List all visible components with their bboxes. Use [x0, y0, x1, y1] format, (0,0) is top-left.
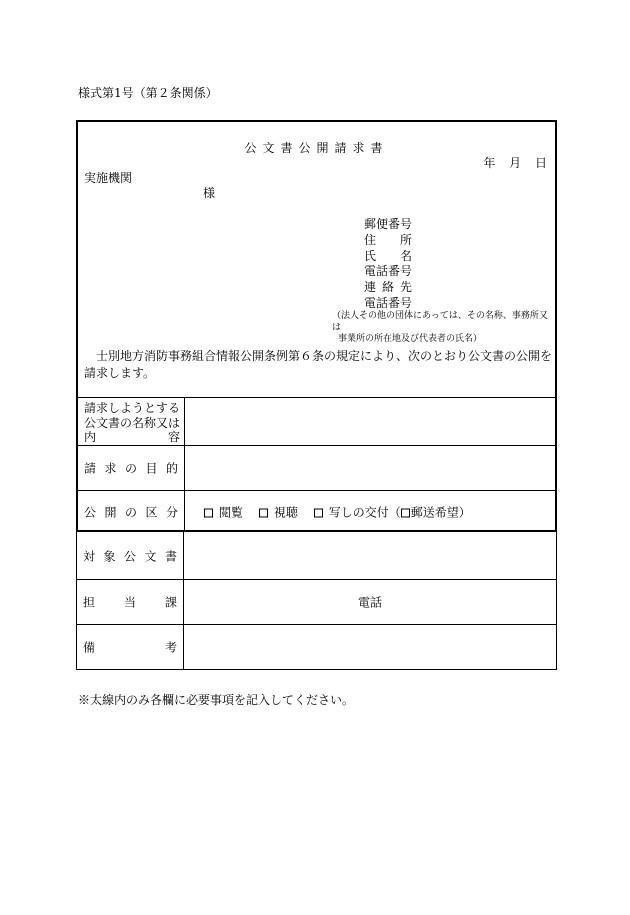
applicant-corporate-note: （法人その他の団体にあっては、その名称、事務所又は 事業所の所在地及び代表者の氏名） [332, 311, 548, 344]
form-number: 様式第1号（第２条関係） [78, 86, 218, 100]
applicant-postal-code-label[interactable]: 郵便番号 [364, 217, 413, 231]
row-request-purpose [78, 445, 555, 490]
target-document-input[interactable] [184, 532, 556, 579]
request-statement: 士別地方消防事務組合情報公開条例第６条の規定により、次のとおり公文書の公開を請求します。 [84, 349, 553, 380]
request-purpose-input[interactable] [185, 446, 555, 490]
option-copy-delivery[interactable]: 写しの交付（ 郵送希望） [314, 503, 471, 520]
document-content-input[interactable] [185, 398, 555, 445]
target-document-label: 対象公文書 [77, 532, 184, 579]
applicant-contact-label[interactable]: 連絡先 [364, 280, 412, 295]
option-audiovisual[interactable]: 視聴 [259, 503, 298, 520]
option-viewing[interactable]: 閲覧 [204, 503, 243, 520]
recipient-org-label: 実施機関 [84, 171, 133, 185]
request-form-bold-section [76, 120, 557, 532]
checkbox-icon[interactable] [204, 508, 213, 517]
disclosure-method-options [185, 491, 555, 532]
row-department [77, 579, 556, 624]
applicant-contact-phone-label[interactable]: 電話番号 [364, 295, 413, 310]
form-title: 公文書公開請求書 [244, 141, 389, 155]
office-use-section [76, 532, 557, 670]
date-field[interactable]: 年 月 日 [483, 156, 547, 170]
disclosure-method-label: 公開の区分 [78, 491, 185, 532]
applicant-address-label[interactable]: 住所 [364, 232, 412, 247]
checkbox-icon[interactable] [314, 508, 323, 517]
applicant-info-fields [364, 217, 412, 312]
row-disclosure-method [78, 490, 555, 532]
request-purpose-label: 請求の目的 [78, 446, 185, 490]
checkbox-icon[interactable] [259, 508, 268, 517]
mail-checkbox-icon[interactable] [401, 508, 410, 517]
department-phone-label: 電話 [357, 595, 382, 610]
row-remarks [77, 624, 556, 669]
applicant-phone-label[interactable]: 電話番号 [364, 264, 413, 279]
row-document-content [78, 397, 555, 445]
department-input[interactable] [184, 580, 556, 624]
recipient-honorific: 様 [203, 186, 216, 200]
remarks-input[interactable] [184, 625, 556, 669]
document-content-label: 請求しようとする 公文書の名称又は 内容 [78, 398, 185, 445]
applicant-name-label[interactable]: 氏名 [364, 248, 412, 263]
remarks-label: 備考 [77, 625, 184, 669]
row-target-document [77, 532, 556, 579]
department-label: 担当課 [77, 580, 184, 624]
footnote: ※太線内のみ各欄に必要事項を記入してください。 [78, 693, 355, 707]
